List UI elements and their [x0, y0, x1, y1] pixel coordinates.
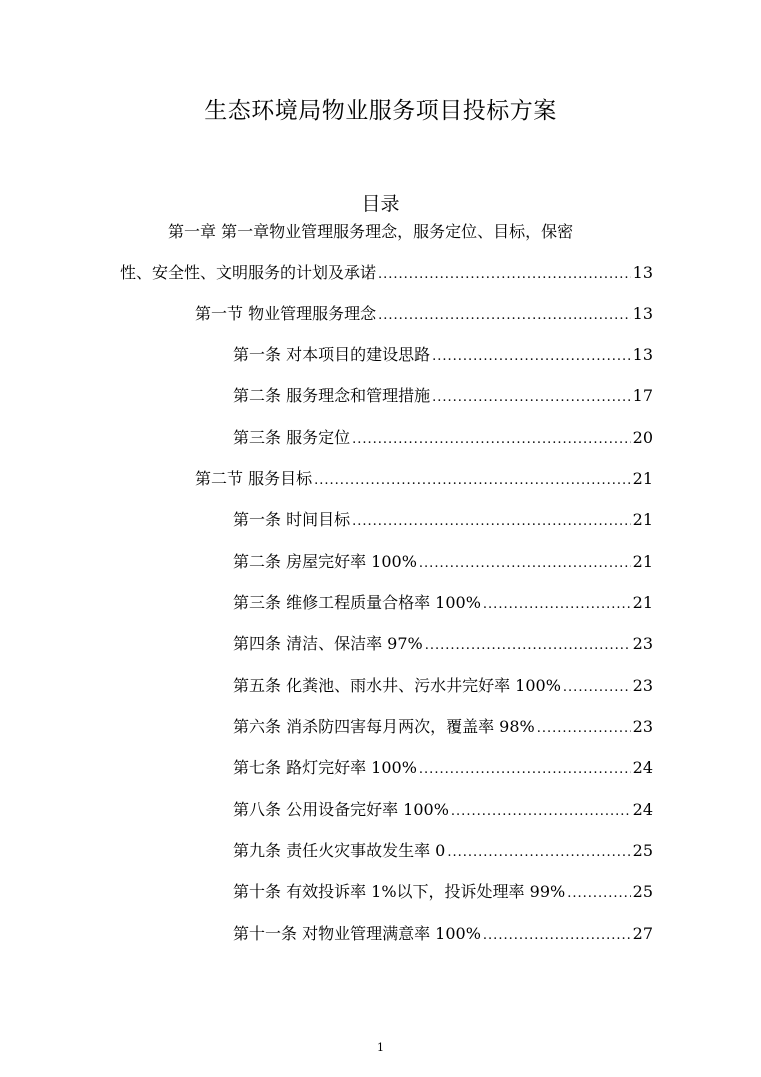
toc-entry-label: 第六条 消杀防四害每月两次，覆盖率 98%	[233, 717, 535, 736]
dot-leader	[447, 843, 630, 863]
toc-entry-page: 13	[632, 345, 653, 364]
toc-entry-article[interactable]	[233, 717, 653, 739]
toc-entry-page: 25	[632, 841, 653, 860]
dot-leader	[378, 306, 631, 326]
toc-entry-label: 第一条 时间目标	[233, 510, 351, 529]
toc-entry-label: 第十一条 对物业管理满意率 100%	[233, 924, 481, 943]
toc-entry-article[interactable]	[233, 510, 653, 532]
toc-entry-page: 21	[632, 593, 653, 612]
toc-entry-article[interactable]	[233, 882, 653, 904]
toc-entry-label: 第一节 物业管理服务理念	[195, 304, 377, 323]
dot-leader	[419, 554, 631, 574]
toc-entry-article[interactable]	[233, 924, 653, 946]
toc-entry-article[interactable]	[233, 552, 653, 574]
toc-entry-label: 第二节 服务目标	[195, 469, 313, 488]
toc-entry-article[interactable]	[233, 676, 653, 698]
toc-entry-label: 第四条 清洁、保洁率 97%	[233, 634, 423, 653]
toc-heading: 目录	[361, 193, 400, 215]
dot-leader	[352, 430, 631, 450]
toc-entry-label: 第八条 公用设备完好率 100%	[233, 800, 449, 819]
toc-entry-page: 21	[632, 469, 653, 488]
dot-leader	[352, 512, 631, 532]
toc-entry-page: 27	[632, 924, 653, 943]
dot-leader	[378, 265, 631, 285]
toc-entry-label: 第一条 对本项目的建设思路	[233, 345, 431, 364]
page-number: 1	[377, 1041, 384, 1054]
toc-entry-page: 23	[632, 676, 653, 695]
toc-entry-article[interactable]	[233, 345, 653, 367]
dot-leader	[483, 926, 631, 946]
toc-entry-article[interactable]	[233, 386, 653, 408]
toc-entry-page: 24	[632, 758, 653, 777]
toc-entry-label: 第九条 责任火灾事故发生率 0	[233, 841, 446, 860]
dot-leader	[451, 802, 631, 822]
toc-entry-article[interactable]	[233, 841, 653, 863]
toc-entry-label: 第七条 路灯完好率 100%	[233, 758, 417, 777]
toc-entry-section-2[interactable]	[195, 469, 653, 491]
toc-entry-label: 第三条 服务定位	[233, 428, 351, 447]
toc-entry-label: 第二条 房屋完好率 100%	[233, 552, 417, 571]
dot-leader	[483, 595, 631, 615]
dot-leader	[432, 388, 631, 408]
toc-entry-article[interactable]	[233, 634, 653, 656]
toc-entry-page: 21	[632, 552, 653, 571]
toc-entry-page: 20	[632, 428, 653, 447]
dot-leader	[567, 884, 630, 904]
toc-entry-page: 17	[632, 386, 653, 405]
dot-leader	[537, 719, 631, 739]
toc-entry-page: 23	[632, 634, 653, 653]
toc-chapter-line1[interactable]: 第一章 第一章物业管理服务理念，服务定位、目标，保密	[168, 222, 574, 241]
dot-leader	[425, 636, 631, 656]
toc-entry-label: 第二条 服务理念和管理措施	[233, 386, 431, 405]
document-title: 生态环境局物业服务项目投标方案	[204, 98, 557, 124]
toc-entry-page: 24	[632, 800, 653, 819]
dot-leader	[419, 760, 631, 780]
dot-leader	[314, 471, 631, 491]
toc-entry-label: 第十条 有效投诉率 1%以下，投诉处理率 99%	[233, 882, 566, 901]
toc-entry-label: 第三条 维修工程质量合格率 100%	[233, 593, 481, 612]
toc-entry-page: 23	[632, 717, 653, 736]
toc-chapter-line2[interactable]	[120, 263, 653, 285]
toc-entry-article[interactable]	[233, 800, 653, 822]
toc-entry-page: 13	[632, 304, 653, 323]
toc-entry-article[interactable]	[233, 428, 653, 450]
toc-entry-page: 25	[632, 882, 653, 901]
toc-entry-section-1[interactable]	[195, 304, 653, 326]
toc-entry-page: 21	[632, 510, 653, 529]
dot-leader	[563, 678, 631, 698]
toc-entry-page: 13	[632, 263, 653, 282]
toc-entry-article[interactable]	[233, 758, 653, 780]
toc-entry-label: 性、安全性、文明服务的计划及承诺	[120, 263, 377, 282]
toc-entry-article[interactable]	[233, 593, 653, 615]
toc-entry-label: 第五条 化粪池、雨水井、污水井完好率 100%	[233, 676, 561, 695]
dot-leader	[432, 347, 631, 367]
